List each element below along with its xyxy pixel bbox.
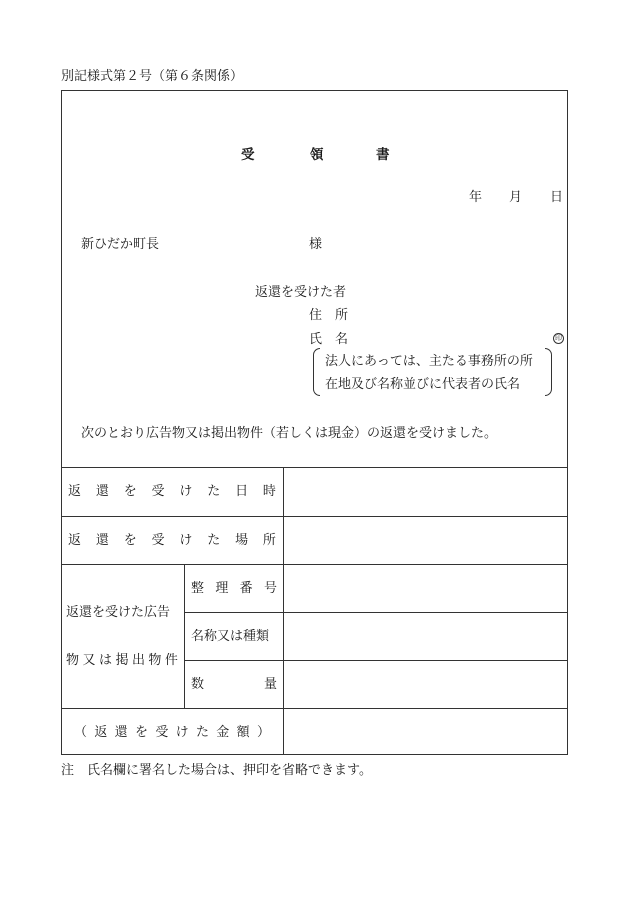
returned-items-label-line-1: 返還を受けた広告 bbox=[66, 605, 171, 620]
date-day-label: 日 bbox=[550, 190, 564, 205]
note-bracket-right bbox=[545, 348, 552, 396]
recipient-label: 返還を受けた者 bbox=[255, 285, 347, 300]
corporate-note-line-2: 在地及び名称並びに代表者の氏名 bbox=[325, 377, 521, 392]
form-number: 別記様式第２号（第６条関係） bbox=[61, 69, 244, 84]
addressee-honorific: 様 bbox=[309, 237, 323, 252]
date-year-label: 年 bbox=[469, 190, 483, 205]
address-label: 住 所 bbox=[309, 308, 348, 323]
table-group-divider bbox=[184, 564, 185, 708]
returned-items-label-line-2: 物 又 は 掲 出 物 件 bbox=[66, 653, 178, 668]
date-month-label: 月 bbox=[509, 190, 523, 205]
footnote: 注 氏名欄に署名した場合は、押印を省略できます。 bbox=[61, 763, 372, 778]
table-row-divider bbox=[61, 708, 568, 709]
statement-text: 次のとおり広告物又は掲出物件（若しくは現金）の返還を受けました。 bbox=[81, 426, 498, 441]
table-row-divider bbox=[61, 516, 568, 517]
note-bracket-left bbox=[313, 348, 320, 396]
seal-mark: 印 bbox=[555, 334, 562, 342]
quantity-label: 数 量 bbox=[191, 677, 277, 692]
table-subrow-divider bbox=[184, 660, 568, 661]
heading-char-2: 領 bbox=[310, 147, 324, 163]
return-datetime-label: 返 還 を 受 け た 日 時 bbox=[68, 484, 276, 499]
table-top-border bbox=[61, 467, 568, 468]
heading-char-1: 受 bbox=[241, 147, 255, 163]
corporate-note-line-1: 法人にあっては、主たる事務所の所 bbox=[325, 354, 533, 369]
name-or-type-label: 名称又は種類 bbox=[191, 629, 270, 644]
amount-returned-label: （ 返 還 を 受 け た 金 額 ） bbox=[74, 725, 270, 740]
table-column-divider bbox=[283, 467, 284, 755]
reference-number-label: 整 理 番 号 bbox=[191, 581, 277, 596]
table-row-divider bbox=[61, 564, 568, 565]
return-place-label: 返 還 を 受 け た 場 所 bbox=[68, 533, 276, 548]
addressee-name: 新ひだか町長 bbox=[81, 237, 160, 252]
table-subrow-divider bbox=[184, 612, 568, 613]
name-label: 氏 名 bbox=[309, 332, 348, 347]
heading-char-3: 書 bbox=[376, 147, 390, 163]
